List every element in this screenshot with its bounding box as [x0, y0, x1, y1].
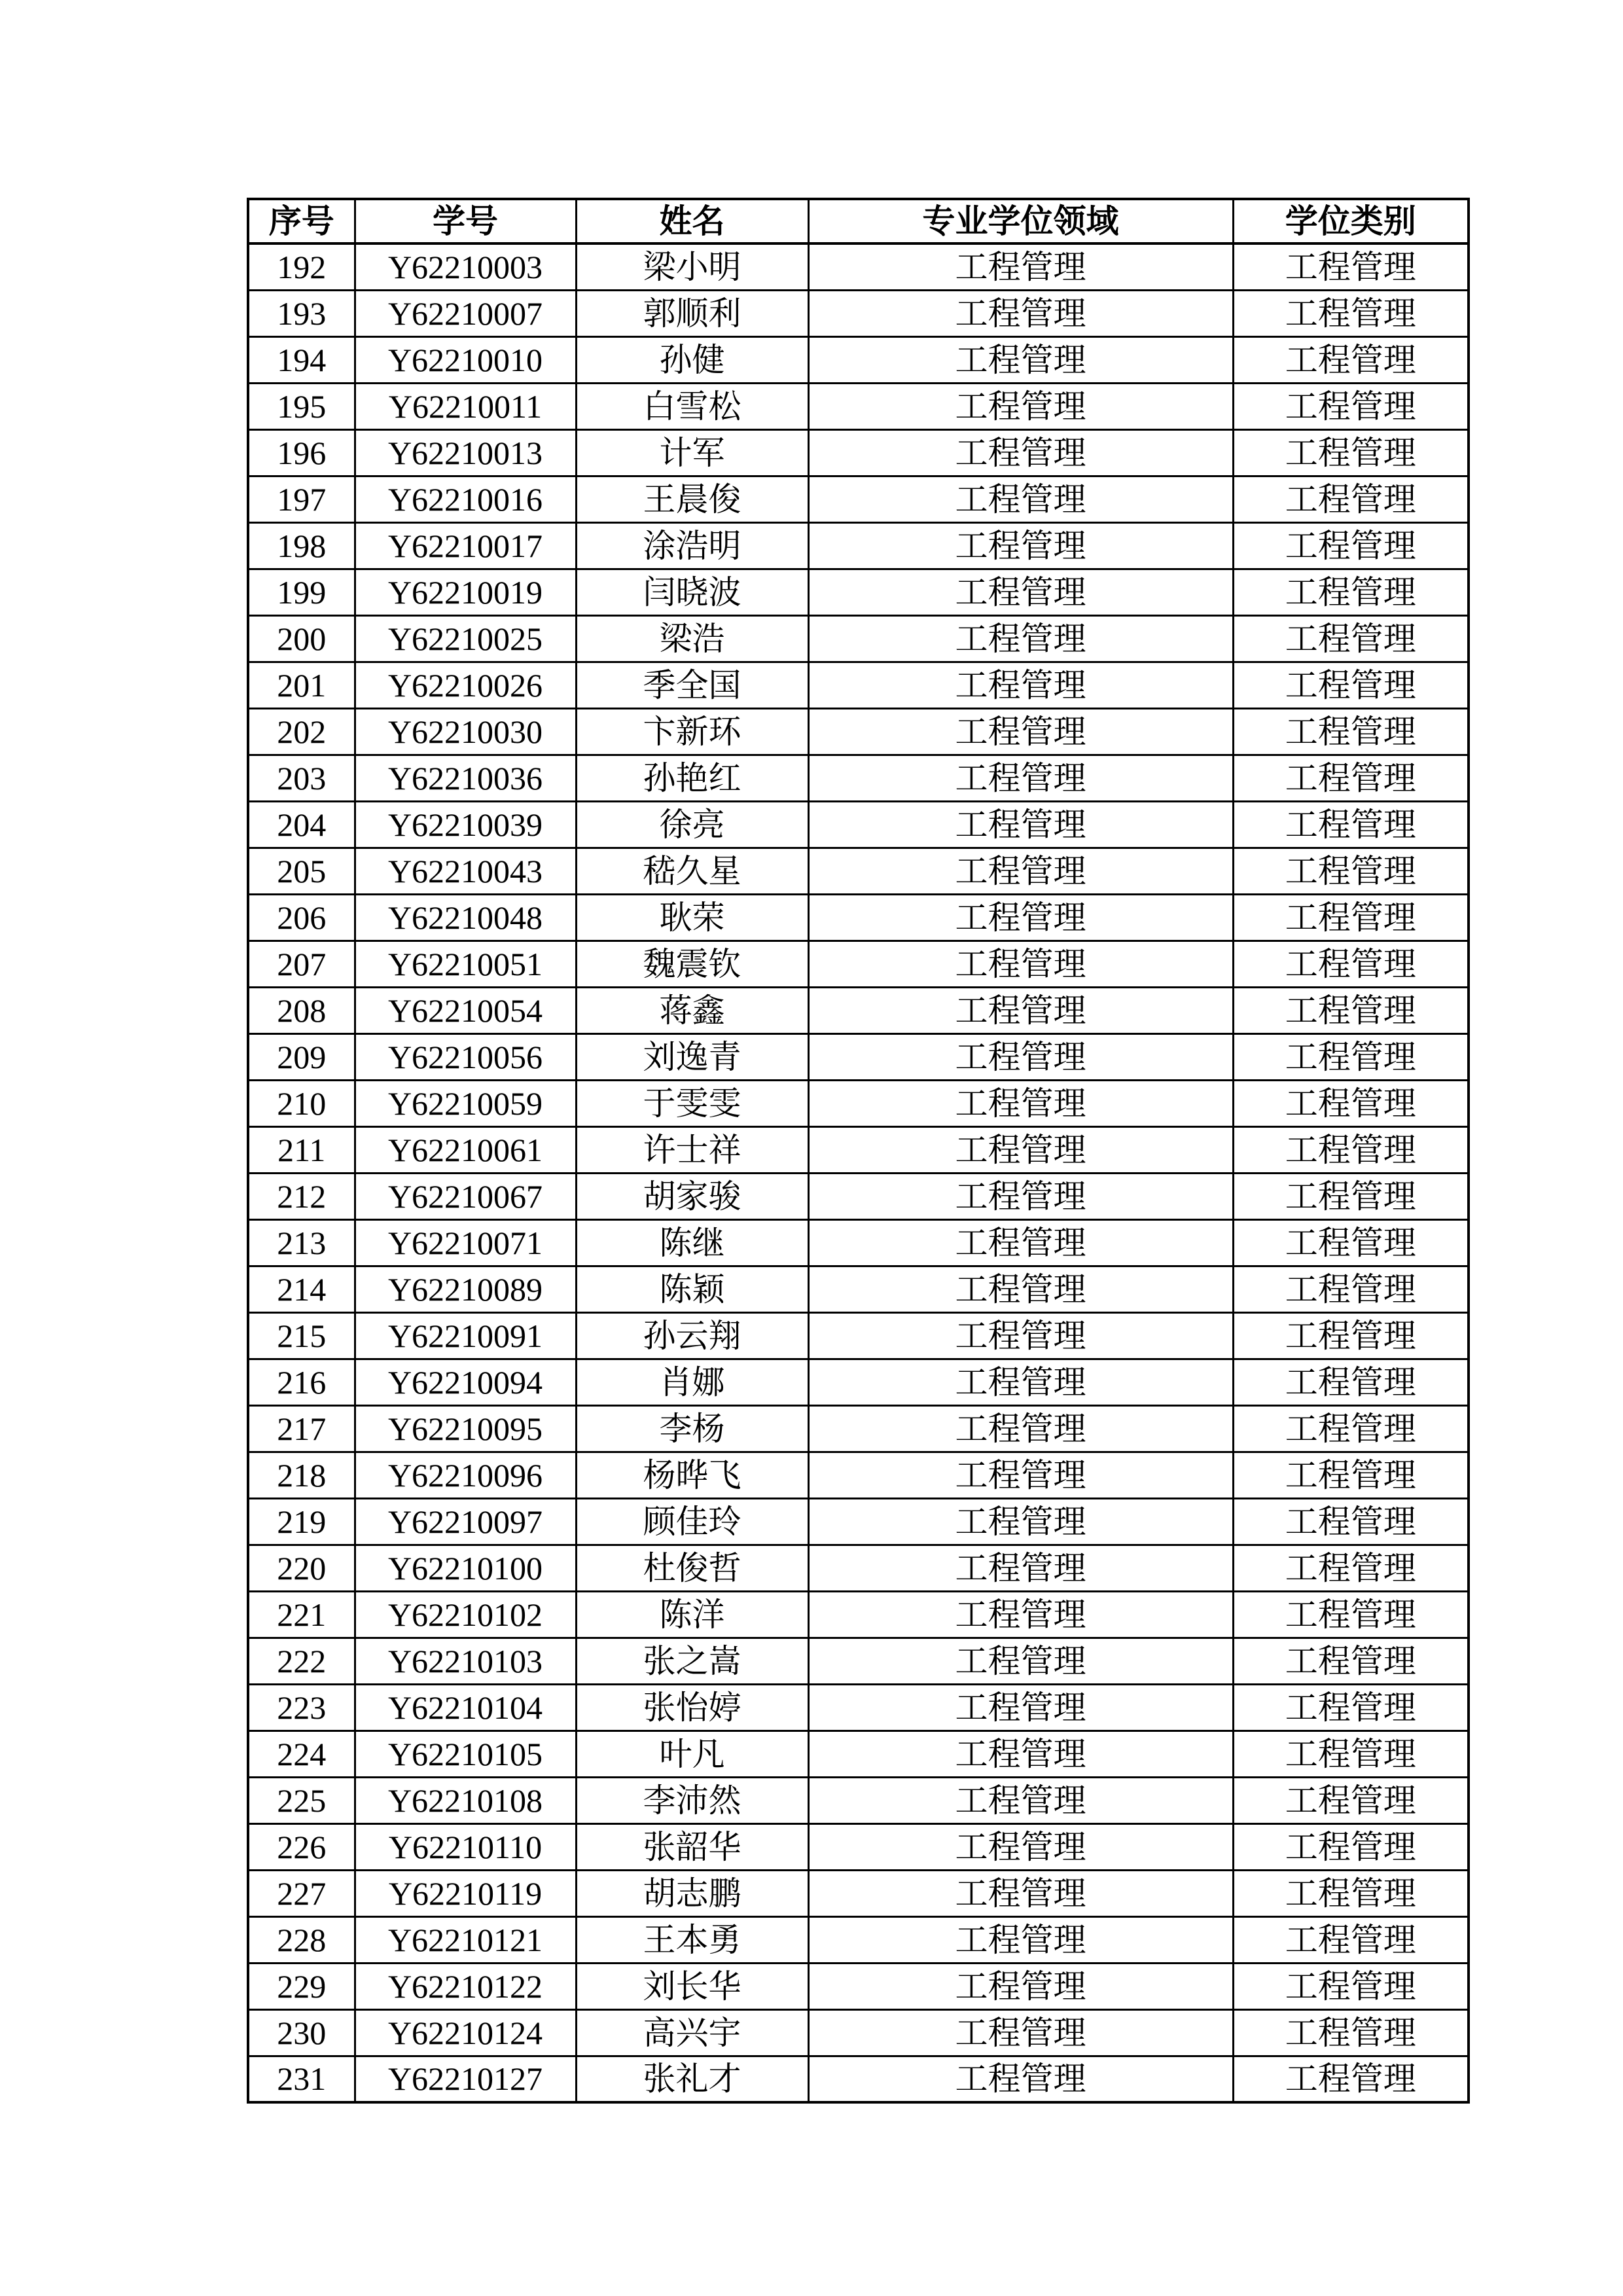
cell-no: 205	[248, 848, 355, 894]
cell-category: 工程管理	[1233, 383, 1469, 429]
cell-category: 工程管理	[1233, 1545, 1469, 1591]
cell-field: 工程管理	[808, 1312, 1233, 1359]
cell-category: 工程管理	[1233, 941, 1469, 987]
cell-field: 工程管理	[808, 708, 1233, 755]
cell-field: 工程管理	[808, 1359, 1233, 1405]
table-row	[248, 336, 1469, 383]
table-row	[248, 522, 1469, 569]
table-row	[248, 1545, 1469, 1591]
cell-category: 工程管理	[1233, 1173, 1469, 1219]
cell-name: 计军	[576, 429, 808, 476]
cell-field: 工程管理	[808, 1591, 1233, 1638]
cell-no: 227	[248, 1870, 355, 1916]
cell-no: 213	[248, 1219, 355, 1266]
cell-category: 工程管理	[1233, 1405, 1469, 1452]
table-row	[248, 1033, 1469, 1080]
cell-student_id: Y62210026	[355, 662, 576, 708]
cell-field: 工程管理	[808, 1777, 1233, 1823]
cell-student_id: Y62210051	[355, 941, 576, 987]
cell-field: 工程管理	[808, 1219, 1233, 1266]
cell-field: 工程管理	[808, 1731, 1233, 1777]
cell-field: 工程管理	[808, 383, 1233, 429]
table-row	[248, 1359, 1469, 1405]
cell-student_id: Y62210095	[355, 1405, 576, 1452]
cell-field: 工程管理	[808, 941, 1233, 987]
cell-student_id: Y62210122	[355, 1963, 576, 2009]
cell-field: 工程管理	[808, 1126, 1233, 1173]
cell-no: 196	[248, 429, 355, 476]
table-row	[248, 615, 1469, 662]
cell-category: 工程管理	[1233, 1359, 1469, 1405]
cell-name: 梁小明	[576, 243, 808, 290]
table-row	[248, 755, 1469, 801]
cell-student_id: Y62210011	[355, 383, 576, 429]
cell-student_id: Y62210097	[355, 1498, 576, 1545]
cell-no: 202	[248, 708, 355, 755]
cell-category: 工程管理	[1233, 1916, 1469, 1963]
cell-name: 嵇久星	[576, 848, 808, 894]
cell-no: 225	[248, 1777, 355, 1823]
cell-no: 201	[248, 662, 355, 708]
cell-category: 工程管理	[1233, 1777, 1469, 1823]
cell-field: 工程管理	[808, 429, 1233, 476]
table-row	[248, 1916, 1469, 1963]
cell-student_id: Y62210010	[355, 336, 576, 383]
cell-field: 工程管理	[808, 336, 1233, 383]
cell-name: 蒋鑫	[576, 987, 808, 1033]
table-row	[248, 848, 1469, 894]
table-row	[248, 1823, 1469, 1870]
cell-name: 孙云翔	[576, 1312, 808, 1359]
cell-name: 张怡婷	[576, 1684, 808, 1731]
cell-student_id: Y62210056	[355, 1033, 576, 1080]
table-row	[248, 1731, 1469, 1777]
cell-name: 顾佳玲	[576, 1498, 808, 1545]
cell-student_id: Y62210036	[355, 755, 576, 801]
cell-no: 217	[248, 1405, 355, 1452]
cell-name: 叶凡	[576, 1731, 808, 1777]
cell-student_id: Y62210016	[355, 476, 576, 522]
table-row	[248, 290, 1469, 336]
cell-field: 工程管理	[808, 290, 1233, 336]
cell-no: 214	[248, 1266, 355, 1312]
cell-field: 工程管理	[808, 1266, 1233, 1312]
cell-category: 工程管理	[1233, 1823, 1469, 1870]
cell-no: 193	[248, 290, 355, 336]
cell-category: 工程管理	[1233, 801, 1469, 848]
table-row	[248, 383, 1469, 429]
cell-no: 207	[248, 941, 355, 987]
cell-name: 张韶华	[576, 1823, 808, 1870]
cell-no: 206	[248, 894, 355, 941]
cell-name: 杨晔飞	[576, 1452, 808, 1498]
cell-category: 工程管理	[1233, 569, 1469, 615]
cell-field: 工程管理	[808, 662, 1233, 708]
cell-name: 魏震钦	[576, 941, 808, 987]
cell-name: 徐亮	[576, 801, 808, 848]
table-row	[248, 1870, 1469, 1916]
cell-name: 白雪松	[576, 383, 808, 429]
table-row	[248, 1080, 1469, 1126]
cell-category: 工程管理	[1233, 429, 1469, 476]
cell-no: 218	[248, 1452, 355, 1498]
table-row	[248, 1405, 1469, 1452]
cell-student_id: Y62210096	[355, 1452, 576, 1498]
cell-no: 215	[248, 1312, 355, 1359]
cell-category: 工程管理	[1233, 290, 1469, 336]
cell-student_id: Y62210071	[355, 1219, 576, 1266]
cell-student_id: Y62210039	[355, 801, 576, 848]
cell-field: 工程管理	[808, 848, 1233, 894]
cell-name: 刘逸青	[576, 1033, 808, 1080]
cell-name: 陈颖	[576, 1266, 808, 1312]
cell-student_id: Y62210127	[355, 2056, 576, 2102]
cell-name: 梁浩	[576, 615, 808, 662]
cell-category: 工程管理	[1233, 708, 1469, 755]
cell-name: 李杨	[576, 1405, 808, 1452]
cell-field: 工程管理	[808, 2056, 1233, 2102]
cell-student_id: Y62210067	[355, 1173, 576, 1219]
cell-student_id: Y62210013	[355, 429, 576, 476]
cell-category: 工程管理	[1233, 894, 1469, 941]
cell-student_id: Y62210054	[355, 987, 576, 1033]
cell-no: 229	[248, 1963, 355, 2009]
cell-name: 王本勇	[576, 1916, 808, 1963]
cell-no: 219	[248, 1498, 355, 1545]
cell-name: 胡志鹏	[576, 1870, 808, 1916]
cell-field: 工程管理	[808, 1452, 1233, 1498]
cell-no: 221	[248, 1591, 355, 1638]
table-row	[248, 1452, 1469, 1498]
cell-name: 孙艳红	[576, 755, 808, 801]
cell-no: 208	[248, 987, 355, 1033]
cell-no: 194	[248, 336, 355, 383]
cell-field: 工程管理	[808, 755, 1233, 801]
cell-field: 工程管理	[808, 1823, 1233, 1870]
cell-category: 工程管理	[1233, 1591, 1469, 1638]
cell-name: 刘长华	[576, 1963, 808, 2009]
table-row	[248, 476, 1469, 522]
cell-field: 工程管理	[808, 801, 1233, 848]
cell-name: 张之嵩	[576, 1638, 808, 1684]
cell-no: 192	[248, 243, 355, 290]
table-row	[248, 1963, 1469, 2009]
cell-category: 工程管理	[1233, 1684, 1469, 1731]
cell-no: 210	[248, 1080, 355, 1126]
cell-category: 工程管理	[1233, 1219, 1469, 1266]
cell-no: 231	[248, 2056, 355, 2102]
cell-name: 李沛然	[576, 1777, 808, 1823]
cell-name: 张礼才	[576, 2056, 808, 2102]
cell-category: 工程管理	[1233, 1870, 1469, 1916]
header-cell-category: 学位类别	[1233, 199, 1469, 243]
cell-student_id: Y62210124	[355, 2009, 576, 2056]
table-row	[248, 2056, 1469, 2102]
header-cell-field: 专业学位领域	[808, 199, 1233, 243]
cell-category: 工程管理	[1233, 1266, 1469, 1312]
table-row	[248, 941, 1469, 987]
cell-no: 198	[248, 522, 355, 569]
cell-category: 工程管理	[1233, 1498, 1469, 1545]
cell-name: 肖娜	[576, 1359, 808, 1405]
cell-student_id: Y62210089	[355, 1266, 576, 1312]
cell-field: 工程管理	[808, 243, 1233, 290]
cell-name: 于雯雯	[576, 1080, 808, 1126]
cell-field: 工程管理	[808, 615, 1233, 662]
table-row	[248, 708, 1469, 755]
cell-no: 220	[248, 1545, 355, 1591]
table-row	[248, 1591, 1469, 1638]
cell-no: 228	[248, 1916, 355, 1963]
cell-no: 204	[248, 801, 355, 848]
cell-no: 222	[248, 1638, 355, 1684]
cell-field: 工程管理	[808, 1498, 1233, 1545]
cell-field: 工程管理	[808, 987, 1233, 1033]
cell-category: 工程管理	[1233, 1963, 1469, 2009]
cell-student_id: Y62210100	[355, 1545, 576, 1591]
cell-no: 199	[248, 569, 355, 615]
cell-field: 工程管理	[808, 1963, 1233, 2009]
cell-category: 工程管理	[1233, 2009, 1469, 2056]
cell-field: 工程管理	[808, 1638, 1233, 1684]
table-row	[248, 1126, 1469, 1173]
cell-field: 工程管理	[808, 1684, 1233, 1731]
cell-name: 许士祥	[576, 1126, 808, 1173]
cell-name: 季全国	[576, 662, 808, 708]
header-cell-name: 姓名	[576, 199, 808, 243]
cell-name: 胡家骏	[576, 1173, 808, 1219]
cell-student_id: Y62210104	[355, 1684, 576, 1731]
cell-field: 工程管理	[808, 1870, 1233, 1916]
table-row	[248, 987, 1469, 1033]
table-row	[248, 662, 1469, 708]
cell-student_id: Y62210094	[355, 1359, 576, 1405]
cell-category: 工程管理	[1233, 1126, 1469, 1173]
cell-category: 工程管理	[1233, 662, 1469, 708]
cell-student_id: Y62210059	[355, 1080, 576, 1126]
table-row	[248, 2009, 1469, 2056]
cell-student_id: Y62210105	[355, 1731, 576, 1777]
table-body	[248, 243, 1469, 2102]
cell-student_id: Y62210048	[355, 894, 576, 941]
cell-no: 216	[248, 1359, 355, 1405]
cell-name: 闫晓波	[576, 569, 808, 615]
cell-no: 209	[248, 1033, 355, 1080]
table-row	[248, 569, 1469, 615]
table-row	[248, 894, 1469, 941]
cell-name: 王晨俊	[576, 476, 808, 522]
table-row	[248, 1312, 1469, 1359]
cell-no: 212	[248, 1173, 355, 1219]
cell-student_id: Y62210017	[355, 522, 576, 569]
cell-no: 223	[248, 1684, 355, 1731]
cell-no: 224	[248, 1731, 355, 1777]
cell-no: 226	[248, 1823, 355, 1870]
cell-student_id: Y62210102	[355, 1591, 576, 1638]
cell-field: 工程管理	[808, 1405, 1233, 1452]
cell-field: 工程管理	[808, 476, 1233, 522]
cell-student_id: Y62210110	[355, 1823, 576, 1870]
cell-category: 工程管理	[1233, 848, 1469, 894]
cell-student_id: Y62210025	[355, 615, 576, 662]
cell-category: 工程管理	[1233, 1033, 1469, 1080]
cell-category: 工程管理	[1233, 1731, 1469, 1777]
student-roster-table	[247, 198, 1470, 2104]
table-row	[248, 801, 1469, 848]
cell-name: 耿荣	[576, 894, 808, 941]
table-row	[248, 1638, 1469, 1684]
cell-no: 200	[248, 615, 355, 662]
cell-student_id: Y62210121	[355, 1916, 576, 1963]
cell-field: 工程管理	[808, 1033, 1233, 1080]
cell-field: 工程管理	[808, 1173, 1233, 1219]
cell-category: 工程管理	[1233, 1452, 1469, 1498]
cell-field: 工程管理	[808, 2009, 1233, 2056]
cell-student_id: Y62210091	[355, 1312, 576, 1359]
cell-student_id: Y62210019	[355, 569, 576, 615]
cell-category: 工程管理	[1233, 476, 1469, 522]
cell-name: 高兴宇	[576, 2009, 808, 2056]
cell-category: 工程管理	[1233, 522, 1469, 569]
cell-name: 郭顺利	[576, 290, 808, 336]
cell-category: 工程管理	[1233, 1312, 1469, 1359]
cell-student_id: Y62210119	[355, 1870, 576, 1916]
cell-category: 工程管理	[1233, 1638, 1469, 1684]
cell-student_id: Y62210108	[355, 1777, 576, 1823]
cell-no: 203	[248, 755, 355, 801]
cell-category: 工程管理	[1233, 336, 1469, 383]
cell-name: 孙健	[576, 336, 808, 383]
cell-category: 工程管理	[1233, 755, 1469, 801]
table-row	[248, 1266, 1469, 1312]
cell-no: 197	[248, 476, 355, 522]
table-row	[248, 243, 1469, 290]
cell-category: 工程管理	[1233, 987, 1469, 1033]
table-row	[248, 1173, 1469, 1219]
cell-field: 工程管理	[808, 894, 1233, 941]
table-row	[248, 1498, 1469, 1545]
cell-student_id: Y62210043	[355, 848, 576, 894]
cell-name: 陈洋	[576, 1591, 808, 1638]
cell-field: 工程管理	[808, 522, 1233, 569]
cell-student_id: Y62210003	[355, 243, 576, 290]
cell-no: 211	[248, 1126, 355, 1173]
cell-no: 230	[248, 2009, 355, 2056]
header-row	[248, 199, 1469, 243]
cell-category: 工程管理	[1233, 615, 1469, 662]
cell-name: 杜俊哲	[576, 1545, 808, 1591]
cell-category: 工程管理	[1233, 2056, 1469, 2102]
header-cell-no: 序号	[248, 199, 355, 243]
header-cell-id: 学号	[355, 199, 576, 243]
cell-category: 工程管理	[1233, 243, 1469, 290]
table-row	[248, 1219, 1469, 1266]
cell-no: 195	[248, 383, 355, 429]
cell-student_id: Y62210061	[355, 1126, 576, 1173]
cell-name: 涂浩明	[576, 522, 808, 569]
table-row	[248, 1684, 1469, 1731]
cell-field: 工程管理	[808, 1545, 1233, 1591]
cell-field: 工程管理	[808, 1916, 1233, 1963]
table-row	[248, 1777, 1469, 1823]
cell-name: 卞新环	[576, 708, 808, 755]
cell-student_id: Y62210030	[355, 708, 576, 755]
table-row	[248, 429, 1469, 476]
cell-student_id: Y62210007	[355, 290, 576, 336]
cell-student_id: Y62210103	[355, 1638, 576, 1684]
cell-category: 工程管理	[1233, 1080, 1469, 1126]
cell-name: 陈继	[576, 1219, 808, 1266]
cell-field: 工程管理	[808, 569, 1233, 615]
cell-field: 工程管理	[808, 1080, 1233, 1126]
